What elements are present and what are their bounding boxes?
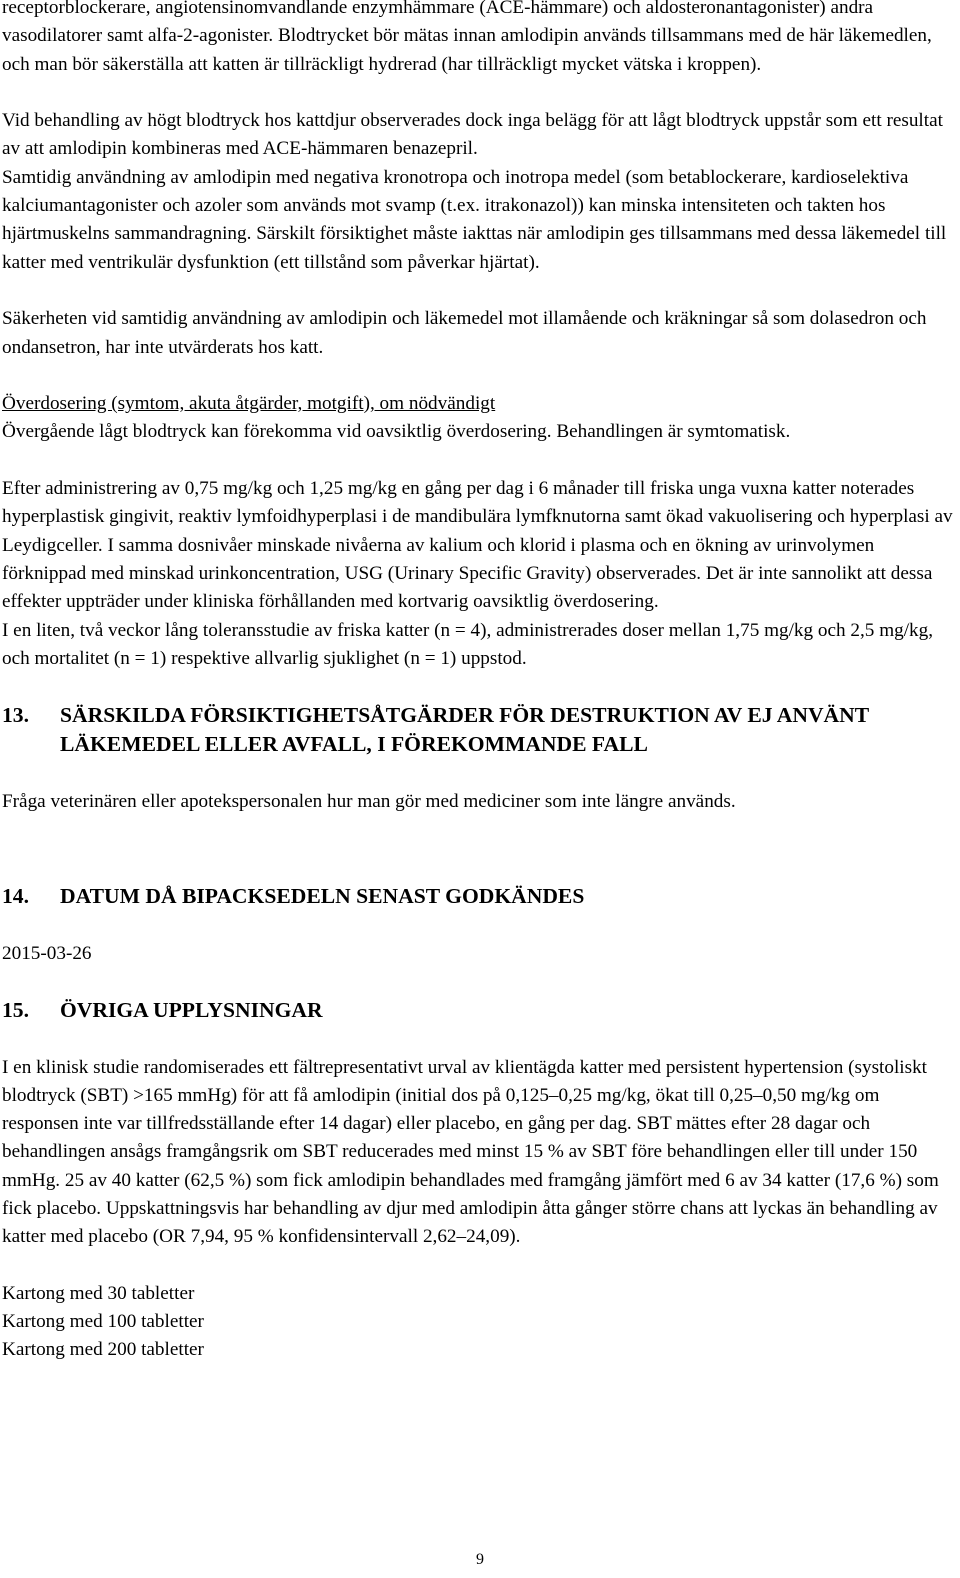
overdose-heading: Överdosering (symtom, akuta åtgärder, motgift), om nödvändigt [2, 393, 496, 415]
page-number: 9 [476, 1551, 484, 1568]
section-14-number: 14. [2, 884, 29, 909]
section-13-number: 13. [2, 703, 29, 728]
overdose-paragraph-2: Efter administrering av 0,75 mg/kg och 1,25 mg/kg en gång per dag i 6 månader till friska unga vuxna katter noterades hyperplastisk gingivit, reaktiv lymfoidhyperplasi i de mandibulära lymfknutorna samt ökad vakuolisering och hyperplasi av Leydigceller. I samma dosnivåer minskade nivåerna av kalium och klorid i plasma och en ökning av urinvolymen förknippad med minskad urinkoncentration, USG (Urinary Specific Gravity) observerades. Det är inte sannolikt att dessa effekter uppträder under kliniska förhållanden med kortvarig oavsiktlig överdosering. [2, 478, 953, 613]
section-13-title: SÄRSKILDA FÖRSIKTIGHETSÅTGÄRDER FÖR DESTRUKTION AV EJ ANVÄNT LÄKEMEDEL ELLER AVFALL, I FÖREKOMMANDE FALL [60, 703, 869, 757]
section-13-heading [2, 701, 954, 759]
section-14-title: DATUM DÅ BIPACKSEDELN SENAST GODKÄNDES [60, 884, 585, 909]
approval-date: 2015-03-26 [2, 942, 92, 964]
section-15-number: 15. [2, 998, 29, 1023]
package-item: Kartong med 30 tabletter [2, 1282, 195, 1304]
paragraph-antiemetics: Säkerheten vid samtidig användning av amlodipin och läkemedel mot illamående och kräkningar så som dolasedron och ondansetron, har inte utvärderats hos katt. [2, 308, 927, 358]
section-14-heading [2, 882, 954, 911]
paragraph-interactions-continued: receptorblockerare, angiotensinomvandlande enzymhämmare (ACE-hämmare) och aldosteronantagonister) andra vasodilatorer samt alfa-2-agonister. Blodtrycket bör mätas innan amlodipin används tillsammans med de här läkemedlen, och man bör säkerställa att katten är tillräckligt hydrerad (har tillräckligt mycket vätska i kroppen). [2, 0, 932, 75]
package-item: Kartong med 200 tabletter [2, 1339, 204, 1361]
section-15-title: ÖVRIGA UPPLYSNINGAR [60, 998, 323, 1023]
section-15-heading [2, 996, 954, 1025]
overdose-paragraph-3: I en liten, två veckor lång toleransstudie av friska katter (n = 4), administrerades doser mellan 1,75 mg/kg och 2,5 mg/kg, och mortalitet (n = 1) respektive allvarlig sjuklighet (n = 1) uppstod. [2, 619, 934, 669]
page-content [2, 0, 954, 1365]
package-item: Kartong med 100 tabletter [2, 1311, 204, 1333]
overdose-paragraph-1: Övergående lågt blodtryck kan förekomma vid oavsiktlig överdosering. Behandlingen är symtomatisk. [2, 421, 791, 443]
paragraph-chronotropic: Samtidig användning av amlodipin med negativa kronotropa och inotropa medel (som betablockerare, kardioselektiva kalciumantagonister och azoler som används mot svamp (t.ex. itrakonazol)) kan minska intensiteten och takten hos hjärtmuskelns sammandragning. Särskilt försiktighet måste iakttas när amlodipin ges tillsammans med dessa läkemedel till katter med ventrikulär dysfunktion (ett tillstånd som påverkar hjärtat). [2, 166, 947, 273]
section-13-text: Fråga veterinären eller apotekspersonalen hur man gör med mediciner som inte längre används. [2, 790, 736, 812]
paragraph-benazepril: Vid behandling av högt blodtryck hos kattdjur observerades dock inga belägg för att lågt blodtryck uppstår som ett resultat av att amlodipin kombineras med ACE-hämmaren benazepril. [2, 110, 943, 160]
section-15-text: I en klinisk studie randomiserades ett fältrepresentativt urval av klientägda katter med persistent hypertension (systoliskt blodtryck (SBT) >165 mmHg) för att få amlodipin (initial dos på 0,125–0,25 mg/kg, ökat till 0,25–0,50 mg/kg om responsen inte var tillfredsställande efter 14 dagar) eller placebo, en gång per dag. SBT mättes efter 28 dagar och behandlingen ansågs framgångsrik om SBT reducerades med minst 15 % av SBT före behandlingen eller till under 150 mmHg. 25 av 40 katter (62,5 %) som fick amlodipin behandlades med framgång jämfört med 6 av 34 katter (17,6 %) som fick placebo. Uppskattningsvis har behandling av djur med amlodipin åtta gånger större chans att lyckas än behandling av katter med placebo (OR 7,94, 95 % konfidensintervall 2,62–24,09). [2, 1056, 939, 1248]
